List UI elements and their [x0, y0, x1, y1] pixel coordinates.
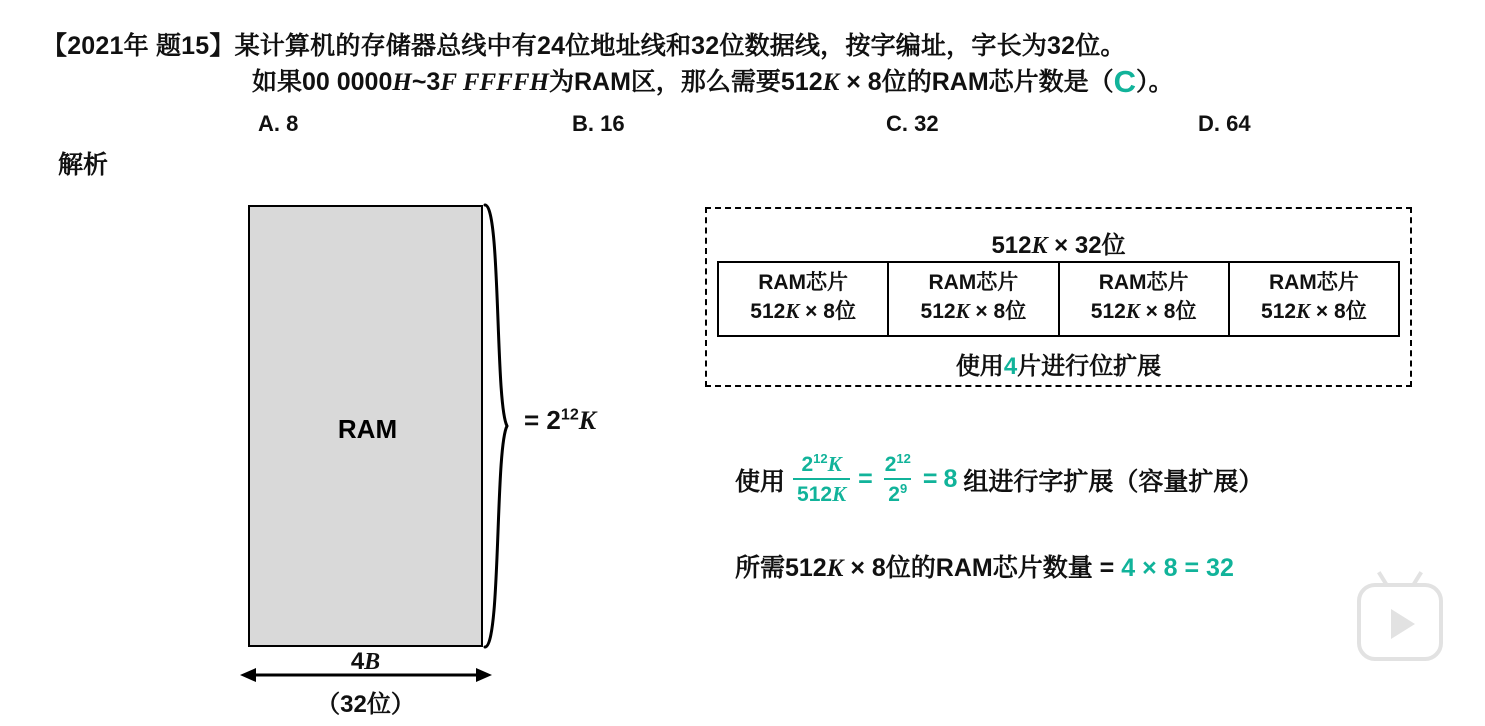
panel-title-a: 512	[991, 232, 1032, 259]
question-line2-part2: ~3	[411, 68, 441, 96]
formula1-denominator-1	[793, 478, 850, 507]
chip-spec-k: K	[1296, 299, 1311, 324]
chip-spec-a: 512	[920, 300, 956, 324]
bit-expansion-panel	[705, 207, 1412, 387]
f1-den2-base: 2	[888, 483, 900, 507]
chip-name: RAM芯片	[758, 271, 849, 294]
question-k-italic: K	[822, 69, 840, 96]
height-equation	[524, 405, 596, 436]
chip-spec	[889, 297, 1057, 326]
panel-foot-suffix: 片进行位扩展	[1017, 353, 1162, 380]
option-d[interactable]: D. 64	[1198, 111, 1251, 136]
f1-num2-base: 2	[884, 453, 897, 476]
question-line2-part5: ）。	[1136, 68, 1174, 96]
formula2-prefix: 所需512	[735, 554, 827, 582]
chip-cell	[889, 263, 1059, 335]
chip-spec-k: K	[1125, 299, 1140, 324]
chip-spec	[1230, 297, 1398, 326]
f1-num-unit: K	[827, 452, 842, 476]
panel-title	[707, 225, 1410, 260]
chip-name: RAM芯片	[1098, 271, 1189, 294]
f1-den-a: 512	[797, 483, 833, 507]
height-eq-unit: K	[578, 406, 597, 435]
f1-den2-exp: 9	[899, 481, 908, 497]
formula1-numerator-1	[797, 452, 845, 478]
panel-title-k: K	[1031, 233, 1048, 259]
width-unit: B	[364, 649, 381, 675]
chip-spec-b: × 8位	[969, 300, 1027, 324]
height-brace-icon	[483, 203, 509, 649]
question-line2-part4: × 8位的RAM芯片数是（	[839, 68, 1114, 96]
formula1-denominator-2	[884, 478, 911, 507]
word-expansion-formula	[735, 452, 1263, 507]
chip-cell	[1060, 263, 1230, 335]
formula1-fraction-2	[881, 452, 915, 507]
chip-row	[717, 261, 1400, 337]
formula1-equals-1: =	[858, 465, 873, 494]
chip-name: RAM芯片	[928, 271, 1019, 294]
option-c[interactable]: C. 32	[886, 111, 939, 136]
f1-den-k: K	[832, 482, 847, 507]
formula1-result: 8	[943, 465, 958, 494]
chip-name: RAM芯片	[1268, 271, 1359, 294]
question-line-1: 【2021年 题15】某计算机的存储器总线中有24位地址线和32位数据线，按字编址，字长为32位。	[42, 32, 1126, 60]
f1-num-base: 2	[801, 453, 814, 476]
panel-foot-count: 4	[1003, 353, 1018, 380]
ram-block-label: RAM	[337, 414, 398, 444]
ram-block	[248, 205, 483, 647]
analysis-label: 解析	[58, 151, 109, 179]
chip-spec-k: K	[785, 299, 800, 324]
answer-marker: C	[1113, 64, 1137, 99]
formula1-prefix: 使用	[735, 467, 786, 496]
chip-spec-a: 512	[1261, 300, 1297, 324]
formula2-mid: × 8位的RAM芯片数量 =	[843, 554, 1122, 582]
panel-foot-prefix: 使用	[955, 353, 1004, 380]
formula1-numerator-2	[881, 452, 915, 478]
total-chips-formula	[735, 548, 1234, 584]
option-a[interactable]: A. 8	[258, 111, 299, 136]
question-line2-part1: 如果00 0000	[252, 68, 393, 96]
formula2-k: K	[826, 555, 844, 582]
chip-cell	[1230, 263, 1398, 335]
watermark-logo-icon	[1357, 583, 1443, 661]
formula2-result: 32	[1206, 554, 1234, 582]
formula1-suffix: 组进行字扩展（容量扩展）	[963, 467, 1264, 496]
chip-spec	[719, 297, 887, 326]
chip-cell	[719, 263, 889, 335]
logo-ear-right	[1411, 571, 1423, 587]
question-hex-h2: F FFFFH	[440, 69, 549, 96]
logo-ear-left	[1377, 571, 1389, 587]
chip-spec-k: K	[955, 299, 970, 324]
question-line-2	[252, 62, 1174, 100]
height-eq-prefix: = 2	[524, 405, 561, 435]
formula2-operand-b: 8	[1163, 554, 1178, 582]
formula2-times: ×	[1135, 554, 1164, 582]
chip-spec-b: × 8位	[1139, 300, 1197, 324]
width-sublabel: （32位）	[316, 691, 415, 718]
chip-spec-a: 512	[750, 300, 786, 324]
chip-spec-b: × 8位	[1310, 300, 1367, 324]
chip-spec-b: × 8位	[799, 300, 856, 324]
question-line2-part3: 为RAM区，那么需要512	[548, 68, 823, 96]
panel-title-b: × 32位	[1047, 232, 1126, 259]
f1-num-exp: 12	[813, 451, 828, 466]
formula1-fraction-1	[793, 452, 850, 507]
height-eq-exponent: 12	[560, 405, 579, 424]
formula2-operand-a: 4	[1121, 554, 1136, 582]
width-label	[248, 648, 483, 676]
chip-spec	[1060, 297, 1228, 326]
formula2-equals: =	[1177, 554, 1207, 582]
option-b[interactable]: B. 16	[572, 111, 625, 136]
logo-play-triangle	[1391, 609, 1415, 639]
panel-footer	[707, 346, 1410, 381]
width-value: 4	[350, 648, 365, 675]
question-hex-h1: H	[392, 69, 412, 96]
formula1-equals-2: =	[922, 465, 938, 494]
f1-num2-exp: 12	[896, 451, 911, 466]
chip-spec-a: 512	[1090, 300, 1126, 324]
